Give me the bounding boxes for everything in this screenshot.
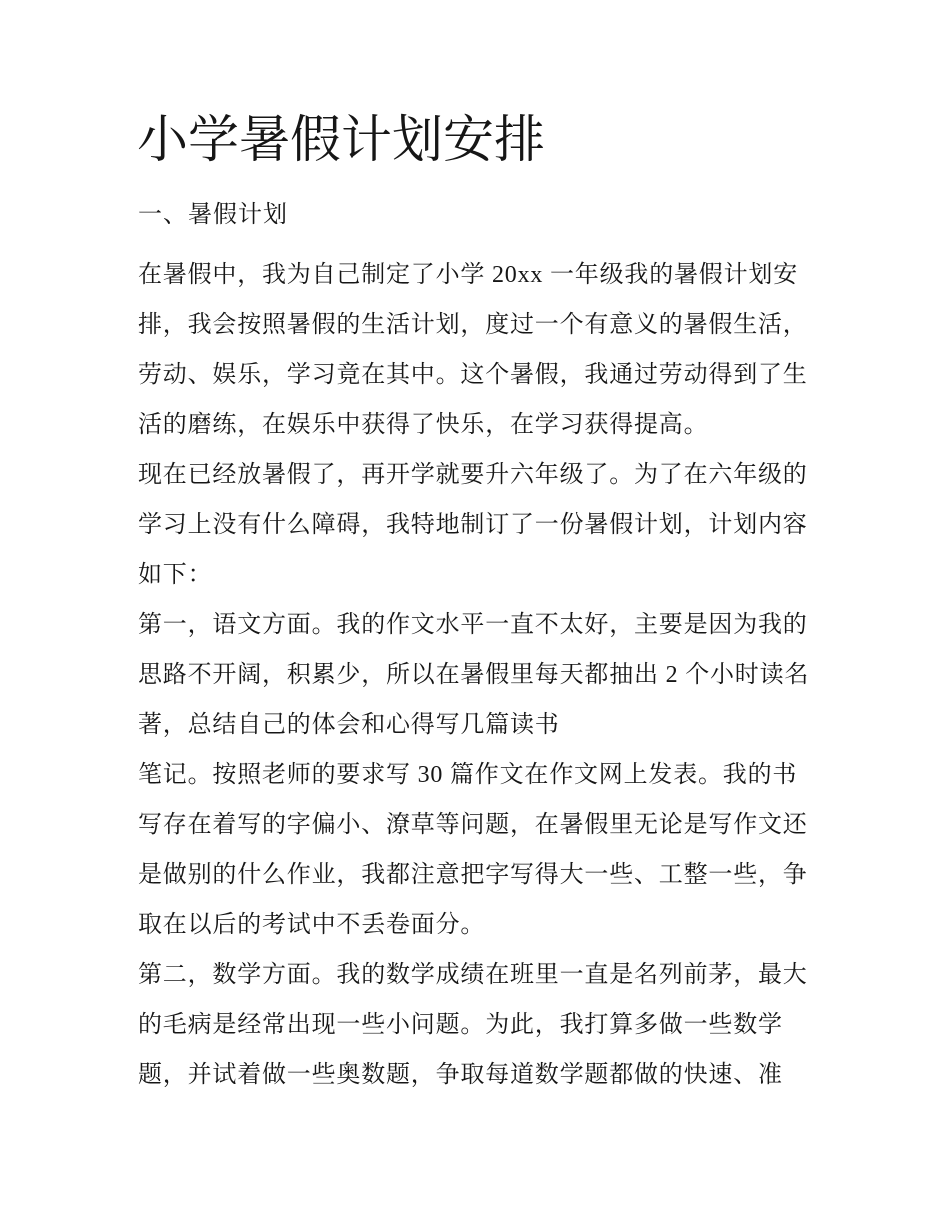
paragraph-1-line-4: 活的磨练，在娱乐中获得了快乐，在学习获得提高。 xyxy=(138,412,709,438)
paragraph-3-line-1: 第一，语文方面。我的作文水平一直不太好，主要是因为我的 xyxy=(138,612,808,638)
paragraph-5-line-3: 题，并试着做一些奥数题，争取每道数学题都做的快速、准 xyxy=(138,1062,783,1088)
document-body xyxy=(138,250,838,1100)
paragraph-1-line-1: 在暑假中，我为自己制定了小学 20xx 一年级我的暑假计划安 xyxy=(138,262,798,288)
paragraph-5-line-2: 的毛病是经常出现一些小问题。为此，我打算多做一些数学 xyxy=(138,1012,783,1038)
paragraph-2-line-3: 如下： xyxy=(138,562,213,588)
paragraph-2-line-1: 现在已经放暑假了，再开学就要升六年级了。为了在六年级的 xyxy=(138,462,808,488)
paragraph-1-line-2: 排，我会按照暑假的生活计划，度过一个有意义的暑假生活， xyxy=(138,312,808,338)
paragraph-1-line-3: 劳动、娱乐，学习竟在其中。这个暑假，我通过劳动得到了生 xyxy=(138,362,808,388)
section-heading: 一、暑假计划 xyxy=(138,202,288,228)
paragraph-4-line-2: 写存在着写的字偏小、潦草等问题，在暑假里无论是写作文还 xyxy=(138,812,808,838)
paragraph-2-line-2: 学习上没有什么障碍，我特地制订了一份暑假计划，计划内容 xyxy=(138,512,808,538)
paragraph-3-line-3: 著，总结自己的体会和心得写几篇读书 xyxy=(138,712,560,738)
paragraph-5-line-1: 第二，数学方面。我的数学成绩在班里一直是名列前茅，最大 xyxy=(138,962,808,988)
paragraph-4-line-3: 是做别的什么作业，我都注意把字写得大一些、工整一些，争 xyxy=(138,862,808,888)
paragraph-3-line-2: 思路不开阔，积累少，所以在暑假里每天都抽出 2 个小时读名 xyxy=(138,662,810,688)
paragraph-4-line-1: 笔记。按照老师的要求写 30 篇作文在作文网上发表。我的书 xyxy=(138,762,798,788)
page-title: 小学暑假计划安排 xyxy=(137,113,546,169)
paragraph-4-line-4: 取在以后的考试中不丢卷面分。 xyxy=(138,912,486,938)
